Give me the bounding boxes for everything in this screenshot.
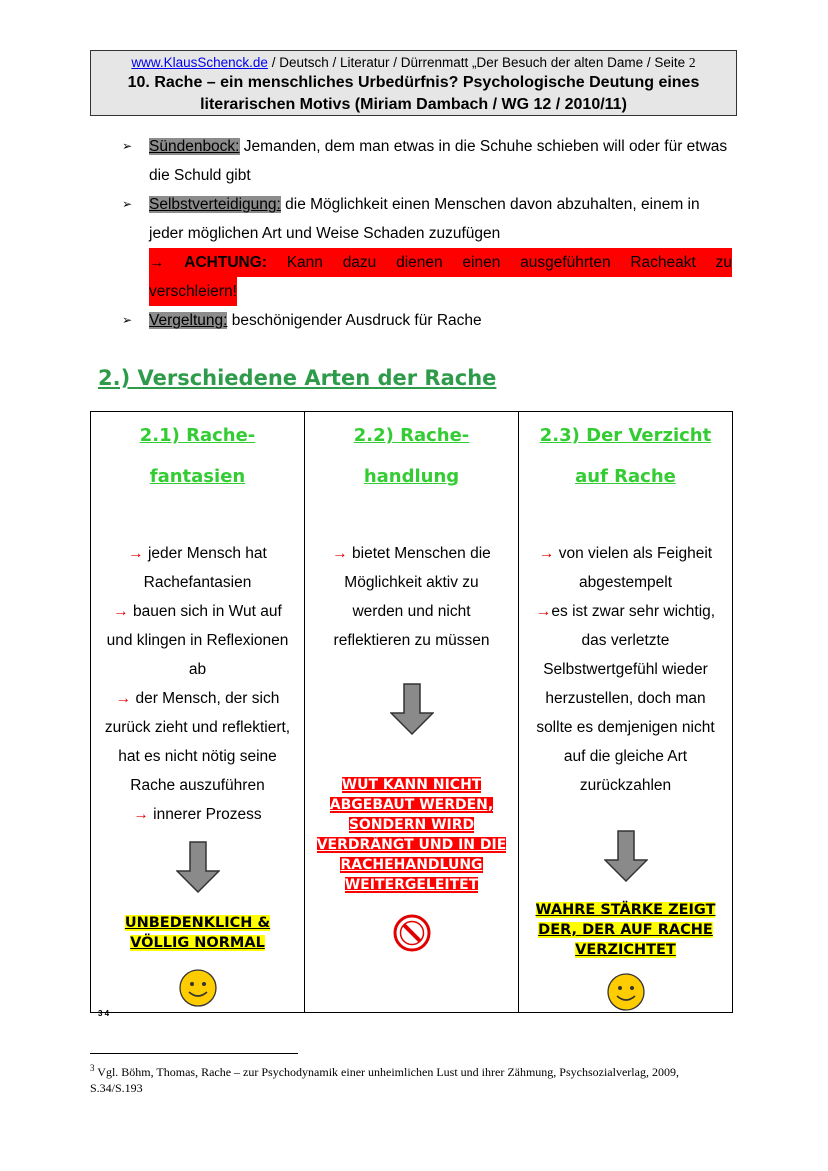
text-line: abgestempelt — [578, 574, 673, 591]
definition-text: beschönigender Ausdruck für Rache — [227, 312, 482, 329]
text-line: werden und nicht — [352, 603, 471, 620]
text-line: der Mensch, der sich — [135, 690, 280, 707]
highlight-line: ABGEBAUT WERDEN, — [329, 797, 494, 813]
text-line: hat es nicht nötig seine — [118, 748, 277, 765]
warning-line — [149, 248, 732, 277]
text-line: das verletzte — [581, 632, 670, 649]
footnote-number: 3 — [90, 1063, 95, 1073]
bullet-arrow-icon: ➢ — [122, 197, 133, 211]
text-line: bietet Menschen die — [352, 545, 491, 562]
arrow-icon: → — [535, 603, 552, 620]
highlight-line: WEITERGELEITET — [344, 877, 479, 893]
column-heading: auf Rache — [575, 466, 676, 487]
arrow-icon: → — [115, 690, 132, 707]
highlight-line: VERZICHTET — [575, 942, 676, 958]
text-line: und klingen in Reflexionen — [106, 632, 289, 649]
arrow-icon: → — [332, 545, 348, 562]
consequence-highlight — [305, 775, 518, 895]
column-heading: 2.2) Rache- — [353, 425, 470, 446]
bullet-arrow-icon: ➢ — [122, 139, 133, 153]
doc-title-line1: 10. Rache – ein menschliches Urbedürfnis? Psychologische Deutung eines — [127, 74, 700, 91]
arrow-icon: → — [538, 545, 555, 562]
text-line: Rachefantasien — [143, 574, 252, 591]
warning-label: ACHTUNG: — [184, 254, 267, 271]
text-line: jeder Mensch hat — [147, 545, 267, 562]
highlight-line: WAHRE STÄRKE ZEIGT — [535, 902, 716, 918]
term-vergeltung: Vergeltung: — [149, 312, 228, 329]
highlight-line: RACHEHANDLUNG — [340, 857, 483, 873]
list-item — [122, 306, 732, 335]
column-heading: handlung — [363, 466, 460, 487]
highlight-line: SONDERN WIRD — [348, 817, 475, 833]
text-line: ab — [188, 661, 207, 678]
footnote-divider — [90, 1053, 298, 1054]
verdict-highlight — [519, 900, 732, 960]
footnote-text: Vgl. Böhm, Thomas, Rache – zur Psychodynamik einer unheimlichen Lust und ihrer Zähmung, Psychsozialverlag, 2009, S.34/S.193 — [90, 1065, 679, 1095]
site-link[interactable]: www.KlausSchenck.de — [131, 55, 268, 70]
highlight-line: WUT KANN NICHT — [341, 777, 482, 793]
column-verzicht — [519, 412, 733, 1013]
column-heading: 2.1) Rache- — [139, 425, 256, 446]
warning-text-cont: verschleiern! — [149, 277, 237, 306]
text-line: innerer Prozess — [153, 806, 262, 823]
page-header — [90, 50, 737, 116]
term-suendenbock: Sündenbock: — [149, 138, 240, 155]
text-line: zurück zieht und reflektiert, — [104, 719, 291, 736]
highlight-line: DER, DER AUF RACHE — [538, 922, 713, 938]
doc-title-line2: literarischen Motivs (Miriam Dambach / WG 12 / 2010/11) — [200, 96, 627, 113]
text-line: herzustellen, doch man — [545, 690, 706, 707]
definition-text: Jemanden, dem man etwas in die Schuhe schieben will oder für etwas die Schuld gibt — [149, 138, 728, 184]
definition-list — [122, 132, 732, 335]
column-text — [519, 539, 732, 800]
prohibited-icon — [392, 913, 432, 953]
text-line: es ist zwar sehr wichtig, — [551, 603, 716, 620]
text-line: Möglichkeit aktiv zu — [344, 574, 479, 591]
footnote — [90, 1060, 730, 1096]
verdict-highlight: UNBEDENKLICH & — [124, 915, 271, 931]
breadcrumb: / Deutsch / Literatur / Dürrenmatt „Der Besuch der alten Dame / Seite — [267, 55, 689, 70]
list-item — [122, 132, 732, 190]
arrow-icon: → — [113, 603, 129, 620]
text-line: von vielen als Feigheit — [558, 545, 713, 562]
arrow-icon: → — [133, 806, 149, 823]
definition-text: die Möglichkeit einen Menschen davon abzuhalten, einem in jeder möglichen Art und Weise Schaden zuzufügen — [149, 196, 700, 242]
text-line: zurückzahlen — [579, 777, 672, 794]
column-fantasien — [91, 412, 305, 1013]
down-arrow-icon — [604, 830, 648, 882]
section-title: 2.) Verschiedene Arten der Rache — [98, 366, 497, 390]
down-arrow-icon — [176, 841, 220, 893]
page-number: 2 — [688, 55, 696, 70]
smiley-icon — [606, 972, 646, 1012]
list-item — [122, 190, 732, 248]
highlight-line: VERDRÄNGT UND IN DIE — [316, 837, 507, 853]
column-heading: fantasien — [149, 466, 246, 487]
text-line: bauen sich in Wut auf — [133, 603, 282, 620]
text-line: reflektieren zu müssen — [333, 632, 490, 649]
column-heading: 2.3) Der Verzicht — [539, 425, 712, 446]
warning-text: Kann dazu dienen einen ausgeführten Racheakt zu — [266, 254, 732, 271]
smiley-icon — [178, 968, 218, 1008]
text-line: sollte es demjenigen nicht — [536, 719, 715, 736]
column-handlung — [305, 412, 519, 1013]
verdict-highlight: VÖLLIG NORMAL — [130, 935, 265, 951]
column-text — [91, 539, 304, 829]
arrow-icon: → — [149, 254, 165, 271]
arrow-icon: → — [128, 545, 144, 562]
footnote-refs: 3 4 — [98, 1009, 110, 1018]
text-line: Selbstwertgefühl wieder — [543, 661, 708, 678]
text-line: auf die gleiche Art — [563, 748, 688, 765]
text-line: Rache auszuführen — [130, 777, 265, 794]
down-arrow-icon — [390, 683, 434, 735]
bullet-arrow-icon: ➢ — [122, 313, 133, 327]
column-text — [305, 539, 518, 655]
revenge-types-table — [90, 411, 733, 1013]
header-line — [91, 55, 736, 71]
term-selbstverteidigung: Selbstverteidigung: — [149, 196, 281, 213]
